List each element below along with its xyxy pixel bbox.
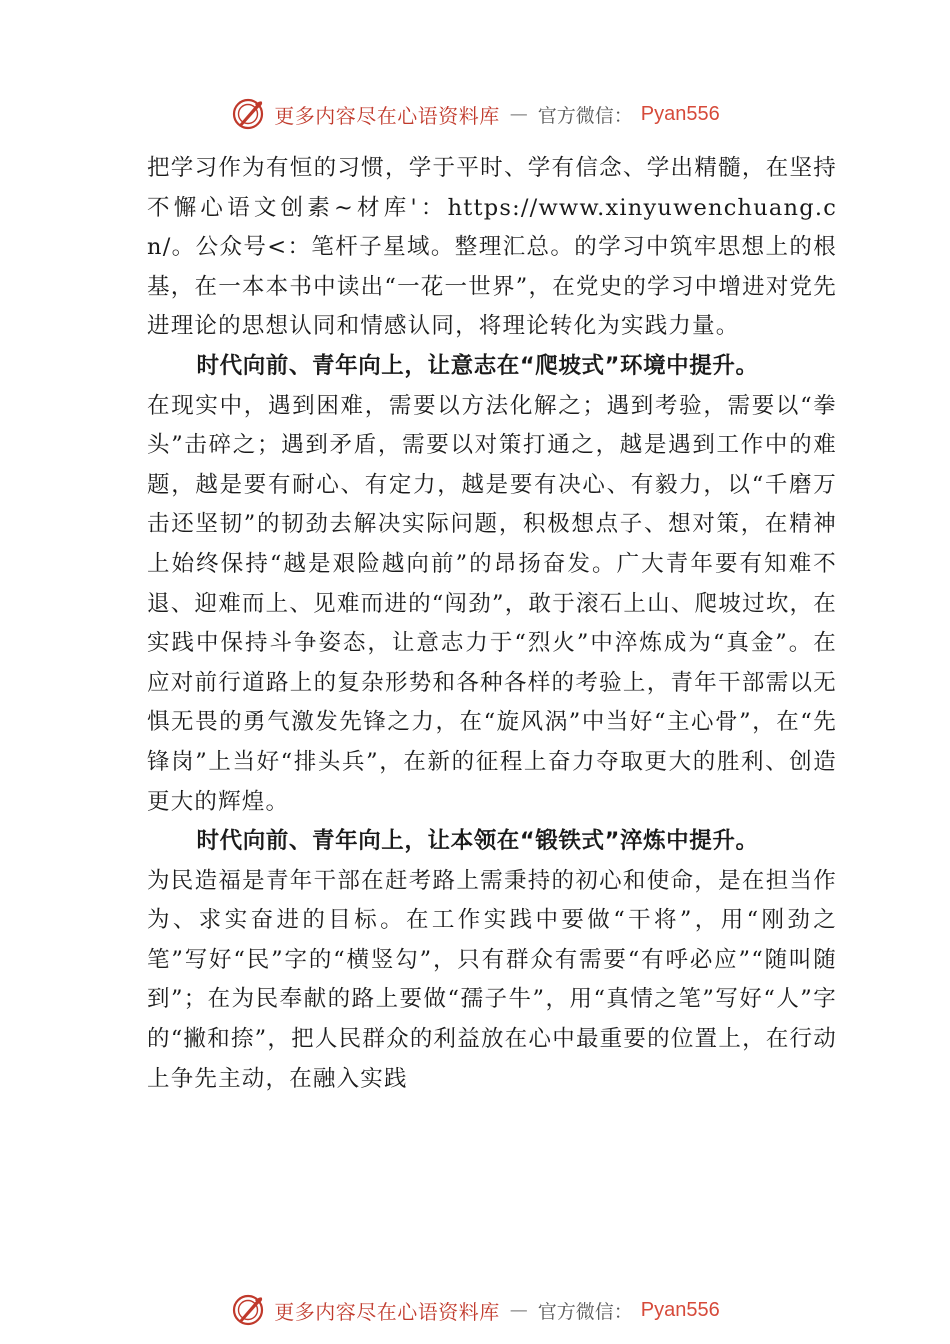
quill-seal-logo-icon (230, 1292, 266, 1328)
footer-official-label: 官方微信： (537, 1300, 633, 1323)
paragraph-willpower: 在现实中，遇到困难，需要以方法化解之；遇到考验，需要以“拳头”击碎之；遇到矛盾，需要以对策打通之，越是遇到工作中的难题，越是要有耐心、有定力，越是要有决心、有毅力，以“千磨万击还坚韧”的韧劲去解决实际问题，积极想点子、想对策，在精神上始终保持“越是艰险越向前”的昂扬奋发。广大青年要有知难不退、迎难而上、见难而进的“闯劲”，敢于滚石上山、爬坡过坎，在实践中保持斗争姿态，让意志力于“烈火”中淬炼成为“真金”。在应对前行道路上的复杂形势和各种各样的考验上，青年干部需以无惧无畏的勇气激发先锋之力，在“旋风涡”中当好“主心骨”，在“先锋岗”上当好“排头兵”，在新的征程上奋力夺取更大的胜利、创造更大的辉煌。 (147, 392, 837, 815)
header-banner (0, 94, 950, 134)
paragraph-skills: 为民造福是青年干部在赶考路上需秉持的初心和使命，是在担当作为、求实奋进的目标。在工作实践中要做“干将”，用“刚劲之笔”写好“民”字的“横竖勾”，只有群众有需要“有呼必应”“随叫随到”；在为民奉献的路上要做“孺子牛”，用“真情之笔”写好“人”字的“撇和捺”，把人民群众的利益放在心中最重要的位置上，在行动上争先主动，在融入实践 (147, 867, 837, 1092)
footer-separator: — (509, 1299, 528, 1321)
footer-brand: 更多内容尽在心语资料库 (274, 1299, 500, 1324)
header-official-label: 官方微信： (537, 104, 633, 127)
footer-wechat-id: Pyan556 (640, 1298, 720, 1321)
section-heading-willpower: 时代向前、青年向上，让意志在“爬坡式”环境中提升。 (196, 352, 759, 379)
header-separator: — (509, 103, 528, 125)
header-brand: 更多内容尽在心语资料库 (274, 103, 500, 128)
section-heading-skills: 时代向前、青年向上，让本领在“锻铁式”淬炼中提升。 (196, 828, 759, 855)
footer-banner (0, 1290, 950, 1330)
header-wechat-id: Pyan556 (640, 102, 720, 125)
document-body (147, 149, 837, 1099)
paragraph-study-habit: 把学习作为有恒的习惯，学于平时、学有信念、学出精髓，在坚持不懈心语文创素~材库'：https://www.xinyuwenchuang.cn/。公众号<：笔杆子星域。整理汇总。的学习中筑牢思想上的根基，在一本本书中读出“一花一世界”，在党史的学习中增进对党先进理论的思想认同和情感认同，将理论转化为实践力量。 (147, 155, 837, 340)
quill-seal-logo-icon (230, 96, 266, 132)
